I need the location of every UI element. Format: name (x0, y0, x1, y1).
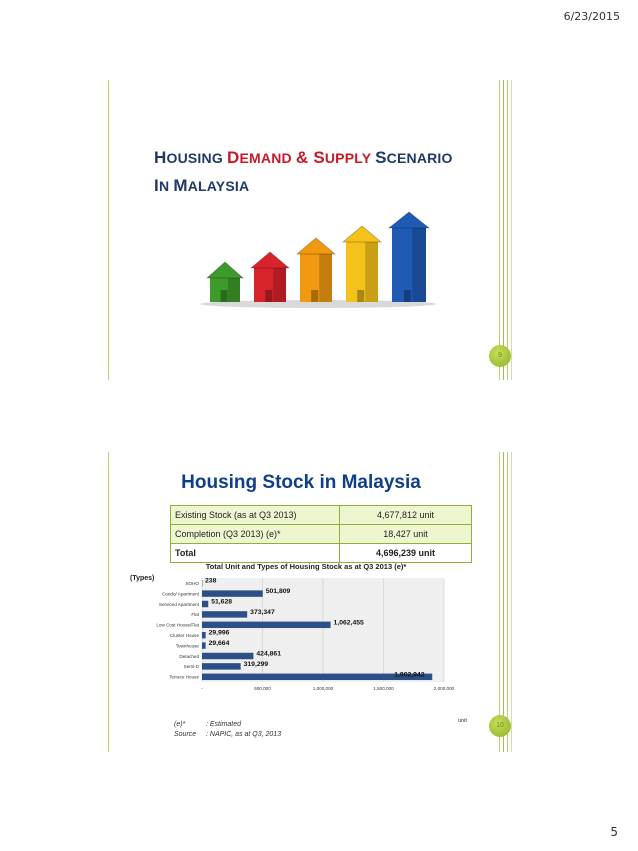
footnote-key: (e)* (174, 721, 186, 728)
slide-border-right-3 (507, 452, 508, 752)
title-line-2 (154, 172, 453, 200)
housing-stock-table (170, 505, 472, 563)
category-label: Semi-D (183, 664, 199, 670)
slide-housing-stock (108, 452, 514, 752)
slide-border-right (499, 80, 500, 380)
house-icon (251, 252, 289, 302)
house-icon (207, 262, 243, 302)
slide-border-right-4 (511, 452, 512, 752)
title-segment: UPPLY (324, 150, 376, 166)
bar (202, 642, 206, 648)
row-label: Completion (Q3 2013) (e)* (171, 525, 340, 544)
data-label: 238 (205, 577, 217, 585)
data-label: 319,299 (243, 660, 269, 668)
slide-border-left (108, 452, 109, 752)
title-segment: & (295, 148, 314, 167)
house-icon (343, 226, 381, 302)
slide-number-badge: 9 (489, 345, 511, 367)
slide-border-right (499, 452, 500, 752)
category-label: SOHO (185, 581, 199, 586)
print-date: 6/23/2015 (563, 10, 620, 23)
row-value: 18,427 unit (340, 525, 472, 544)
title-segment: M (173, 176, 188, 195)
category-label: Detached (179, 653, 199, 659)
footnotes (174, 720, 281, 740)
row-value: 4,677,812 unit (340, 506, 472, 525)
title-segment: H (154, 148, 167, 167)
title-segment: EMAND (239, 150, 296, 166)
data-label: 1,902,942 (394, 671, 425, 679)
table-row (171, 525, 472, 544)
row-label: Total (171, 544, 340, 563)
footnote-text: : Estimated (206, 721, 242, 728)
bar (202, 601, 208, 607)
x-tick-label: - (201, 686, 203, 691)
category-label: Townhouse (175, 643, 199, 649)
title-segment: ALAYSIA (187, 178, 250, 194)
category-label: Flat (191, 612, 199, 618)
slide-title: Housing Stock in Malaysia (181, 472, 421, 493)
footnote-text: : NAPIC, as at Q3, 2013 (206, 731, 282, 738)
page-number: 5 (610, 825, 618, 839)
title-segment: N (158, 178, 174, 194)
bar (202, 663, 241, 669)
bar (202, 590, 263, 596)
category-label: Low Cost House/Flat (156, 622, 199, 628)
title-segment: S (375, 148, 387, 167)
x-tick-label: 1,000,000 (312, 686, 334, 691)
data-label: 1,062,455 (333, 619, 364, 627)
title-line-1 (154, 144, 453, 172)
data-label: 51,628 (211, 598, 233, 606)
x-axis-label: unit (458, 718, 467, 724)
data-label: 424,861 (256, 650, 281, 658)
x-tick-label: 2,000,000 (433, 686, 455, 691)
category-label: Terrace House (169, 674, 199, 680)
data-label: 29,996 (208, 629, 230, 637)
slide-housing-demand (108, 80, 514, 380)
slide-border-left (108, 80, 109, 380)
category-label: Cluster House (169, 633, 199, 638)
slide-number-badge: 10 (489, 715, 511, 737)
footnote-key: Source (174, 731, 197, 738)
title-segment: I (154, 176, 159, 195)
slide-border-right-2 (503, 452, 504, 752)
house-icon (389, 212, 429, 302)
x-tick-label: 1,500,000 (373, 686, 394, 691)
footnote (174, 730, 281, 740)
bar (202, 653, 253, 659)
slide-border-right-2 (503, 80, 504, 380)
house-icon (297, 238, 335, 302)
bar (202, 632, 206, 638)
row-value: 4,696,239 unit (340, 544, 472, 563)
y-axis-label: (Types) (130, 575, 155, 582)
category-label: Condo/ Apartment (161, 591, 199, 597)
data-label: 501,809 (265, 588, 291, 596)
title-segment: CENARIO (386, 150, 453, 166)
table-row (171, 506, 472, 525)
title-segment: OUSING (166, 150, 228, 166)
chart-title: Total Unit and Types of Housing Stock as at Q3 2013 (e)* (205, 562, 407, 571)
category-label: Serviced Apartment (158, 601, 199, 607)
x-tick-label: 500,000 (254, 686, 271, 691)
data-label: 29,664 (208, 640, 230, 648)
bar (202, 622, 331, 628)
colored-houses-illustration (198, 208, 438, 308)
data-label: 373,347 (250, 608, 275, 616)
slide-border-right-4 (511, 80, 512, 380)
slide-border-right-3 (507, 80, 508, 380)
row-label: Existing Stock (as at Q3 2013) (171, 506, 340, 525)
footnote (174, 720, 281, 730)
title-segment: D (227, 148, 240, 167)
bar (202, 611, 247, 617)
slide-title (154, 144, 453, 200)
title-segment: S (313, 148, 325, 167)
